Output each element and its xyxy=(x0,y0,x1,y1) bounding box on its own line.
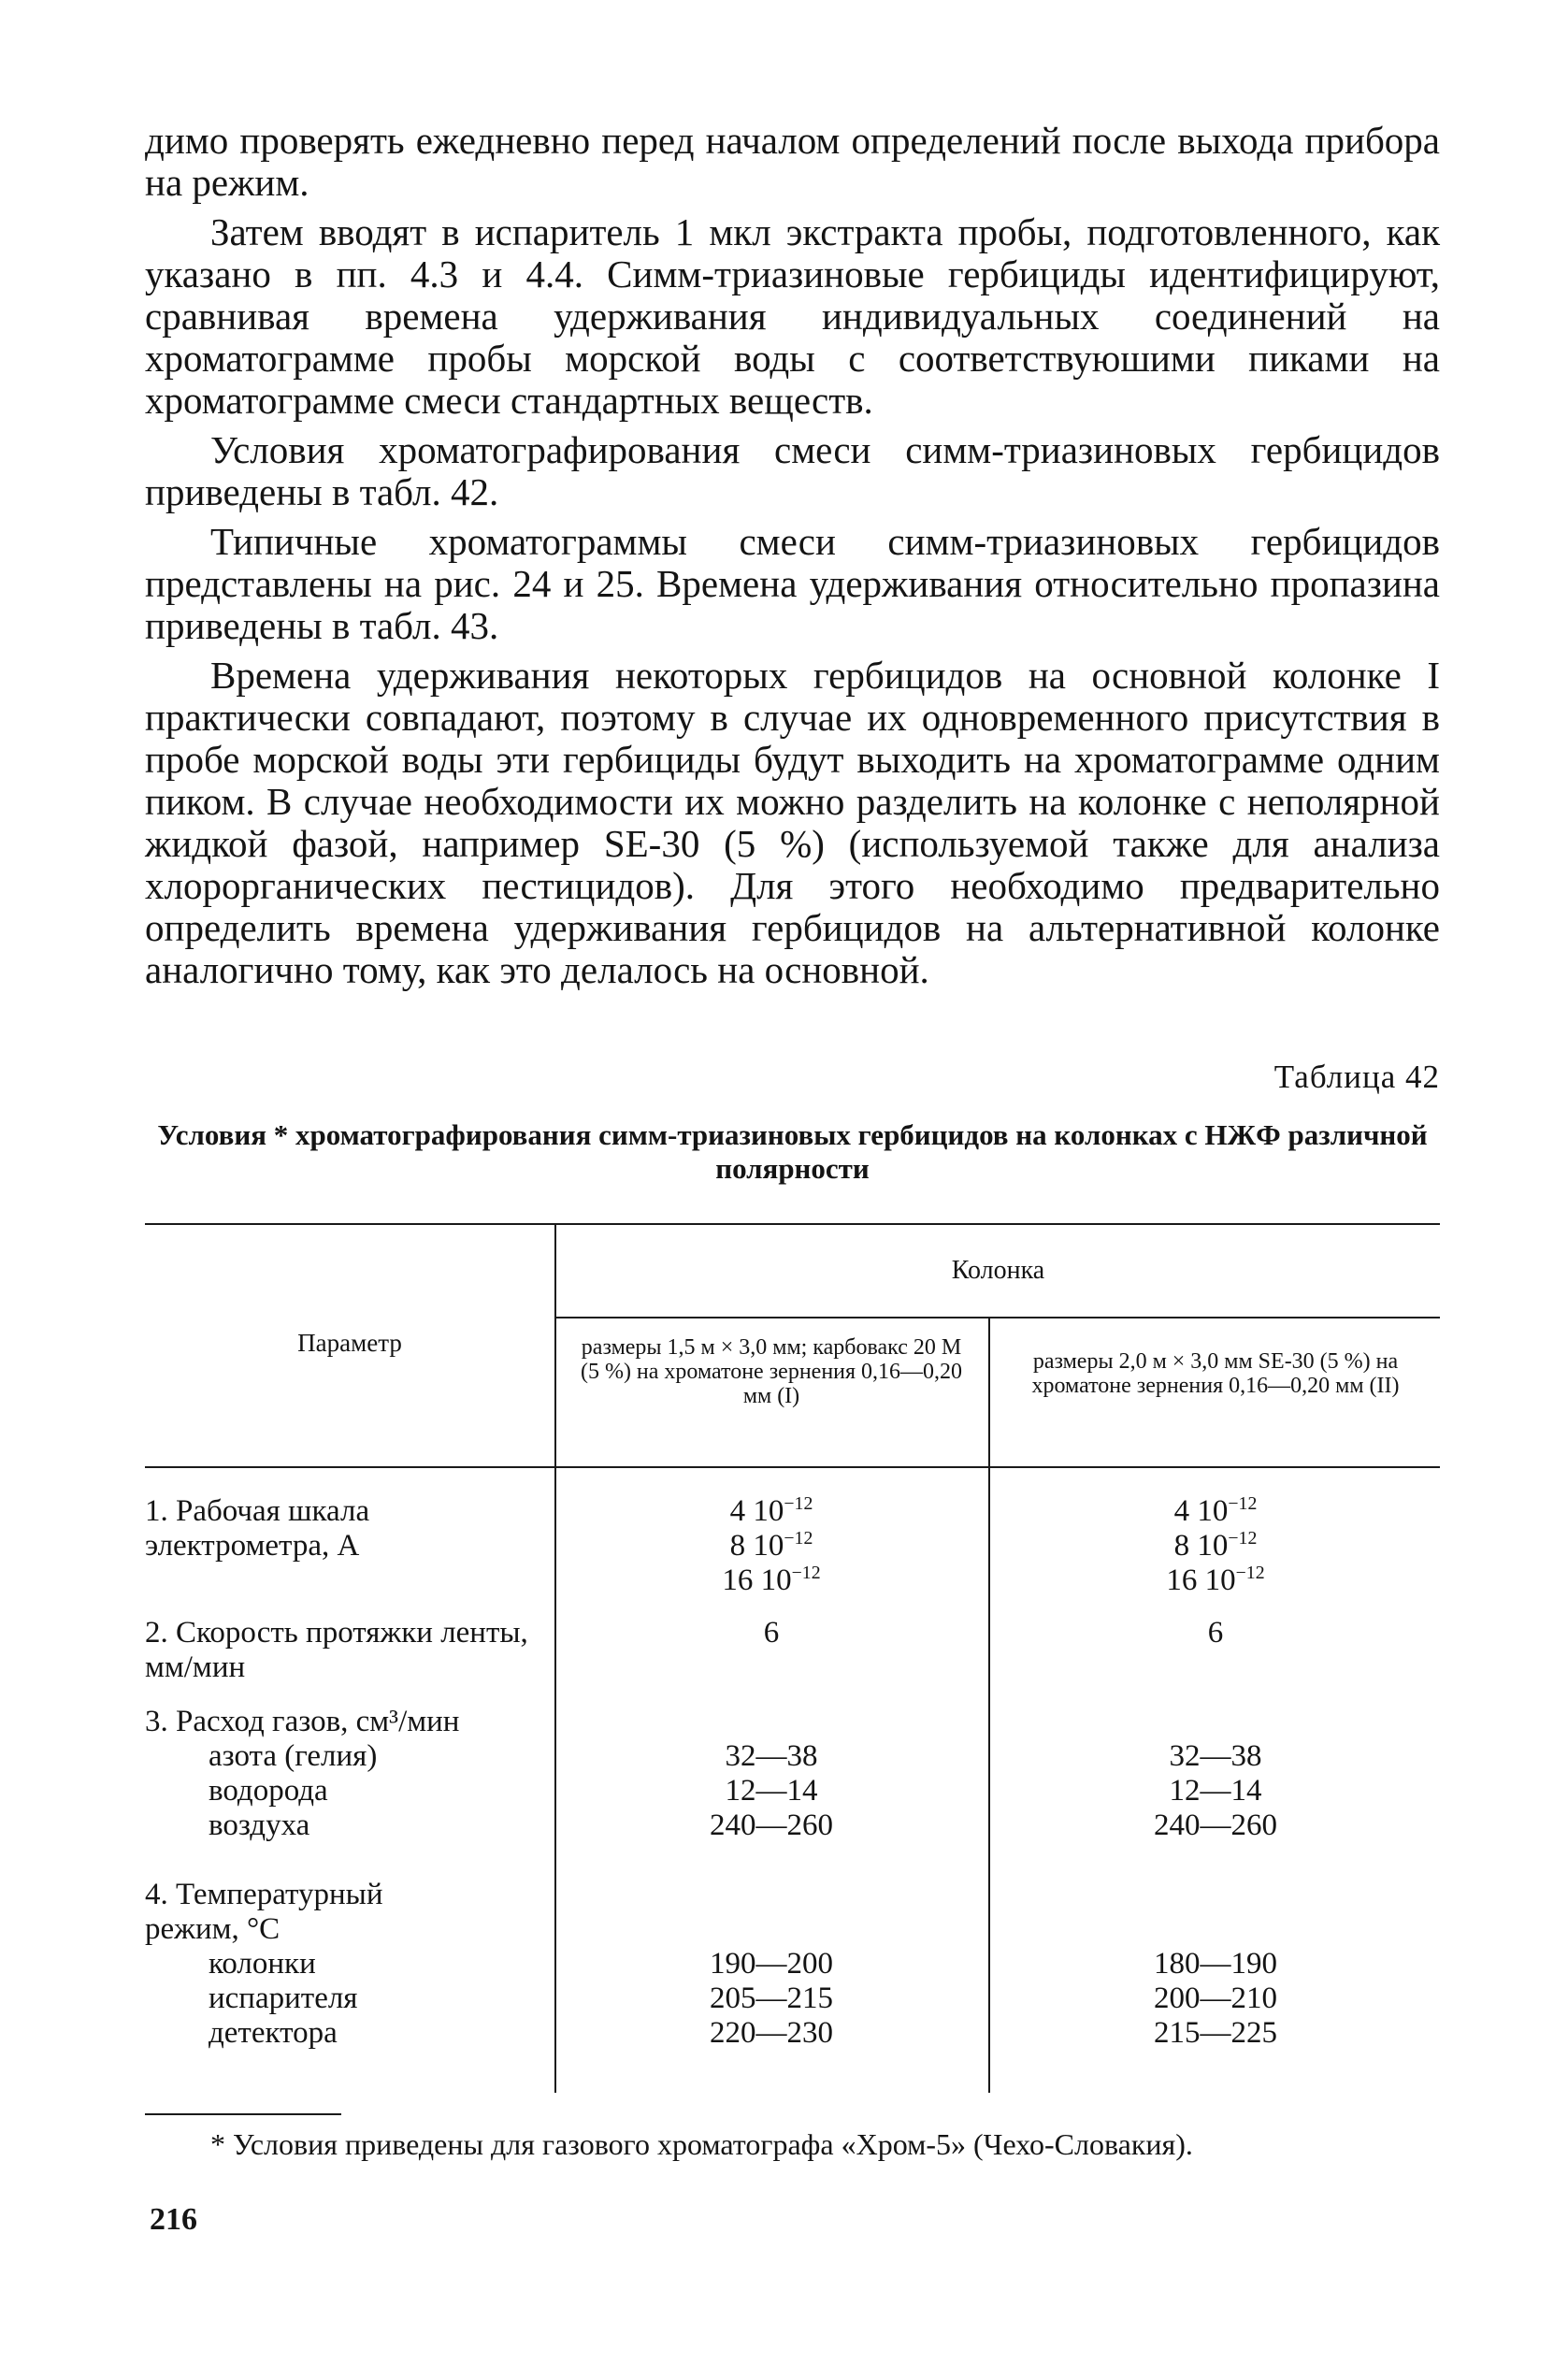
header-column-2: размеры 2,0 м × 3,0 мм SE-30 (5 %) на хроматоне зернения 0,16—0,20 мм (II) xyxy=(1031,1349,1400,1398)
row1-col1 xyxy=(556,1494,986,1598)
row3-col2 xyxy=(991,1739,1440,1843)
value: 220—230 xyxy=(710,2016,833,2050)
footnote-rule xyxy=(145,2113,341,2115)
value: 8 $10^{-12}$ xyxy=(1173,1528,1258,1563)
paragraph-5: Времена удерживания некоторых гербицидов на основной колонке I практически совпадают, поэтому в случае их одновременного присутствия в пробе морской воды эти гербициды будут выходить на хроматограмме одним пиком. В случае необходимости их можно разделить на колонке с неполярной жидкой фазой, например SE-30 (5 %) (используемой также для анализа хлорорганических пестицидов). Для этого необходимо предварительно определить времена удерживания гербицидов на альтернативной колонке аналогично тому, как это делалось на основной. xyxy=(145,654,1440,991)
row4-heading: 4. Температурный режим, °С xyxy=(145,1878,383,1946)
table-label: Таблица 42 xyxy=(1273,1059,1440,1095)
page xyxy=(145,120,1440,2093)
value: 205—215 xyxy=(710,1981,833,2015)
row3-sub-air: воздуха xyxy=(209,1808,310,1842)
row-label-temperature xyxy=(145,1878,425,2051)
row2-col2: 6 xyxy=(1207,1616,1224,1650)
value: 16 $10^{-12}$ xyxy=(1166,1563,1265,1597)
row-label-electrometer: 1. Рабочая шкала электрометра, А xyxy=(145,1494,370,1563)
value: 4 $10^{-12}$ xyxy=(729,1493,813,1528)
row3-heading: 3. Расход газов, см³/мин xyxy=(145,1705,460,1738)
paragraph-4: Типичные хроматограммы смеси симм-триазиновых гербицидов представлены на рис. 24 и 25. Времена удерживания относительно пропазина приведены в табл. 43. xyxy=(145,520,1440,647)
value: 240—260 xyxy=(1154,1808,1277,1842)
value: 32—38 xyxy=(1169,1739,1262,1773)
row4-sub-evaporator: испарителя xyxy=(209,1981,358,2015)
row4-col2 xyxy=(991,1947,1440,2051)
row4-sub-detector: детектора xyxy=(209,2016,338,2050)
footnote: * Условия приведены для газового хроматографа «Хром-5» (Чехо-Словакия). xyxy=(210,2127,1193,2161)
header-bottom-rule xyxy=(145,1466,1440,1468)
value: 8 $10^{-12}$ xyxy=(729,1528,813,1563)
value: 190—200 xyxy=(710,1947,833,1981)
header-kolonka: Колонка xyxy=(951,1256,1045,1285)
row3-sub-nitrogen: азота (гелия) xyxy=(209,1739,378,1773)
value: 4 $10^{-12}$ xyxy=(1173,1493,1258,1528)
table-title: Условия * хроматографирования симм-триазиновых гербицидов на колонках с НЖФ различной полярности xyxy=(157,1118,1428,1185)
value: 32—38 xyxy=(725,1739,818,1773)
table-top-rule xyxy=(145,1223,1440,1225)
row1-col2 xyxy=(991,1494,1440,1598)
paragraph-3: Условия хроматографирования смеси симм-триазиновых гербицидов приведены в табл. 42. xyxy=(145,428,1440,513)
value: 12—14 xyxy=(1169,1774,1262,1808)
header-group-rule xyxy=(556,1317,1440,1318)
header-column-1: размеры 1,5 м × 3,0 мм; карбовакс 20 М (5 %) на хроматоне зернения 0,16—0,20 мм (I) xyxy=(580,1335,963,1408)
page-number: 216 xyxy=(150,2202,197,2237)
column-divider-2 xyxy=(988,1317,990,2093)
value: 240—260 xyxy=(710,1808,833,1842)
paragraph-2: Затем вводят в испаритель 1 мкл экстракта пробы, подготовленного, как указано в пп. 4.3 и 4.4. Симм-триазиновые гербициды идентифицируют, сравнивая времена удерживания индивидуальных соединений на хроматограмме пробы морской воды с соответствуюшими пиками на хроматограмме смеси стандартных веществ. xyxy=(145,210,1440,422)
conditions-table xyxy=(145,1223,1440,2093)
row3-sub-hydrogen: водорода xyxy=(209,1774,328,1808)
row-label-tape-speed: 2. Скорость протяжки ленты, мм/мин xyxy=(145,1616,528,1684)
row4-col1 xyxy=(556,1947,986,2051)
row2-col1: 6 xyxy=(763,1616,780,1650)
paragraph-1: димо проверять ежедневно перед началом определений после выхода прибора на режим. xyxy=(145,119,1440,204)
value: 200—210 xyxy=(1154,1981,1277,2015)
row3-col1 xyxy=(556,1739,986,1843)
value: 12—14 xyxy=(725,1774,818,1808)
value: 180—190 xyxy=(1154,1947,1277,1981)
row-label-gas-flow xyxy=(145,1705,547,1843)
value: 16 $10^{-12}$ xyxy=(722,1563,821,1597)
row4-sub-column: колонки xyxy=(209,1947,316,1981)
header-param: Параметр xyxy=(297,1329,402,1357)
value: 215—225 xyxy=(1154,2016,1277,2050)
